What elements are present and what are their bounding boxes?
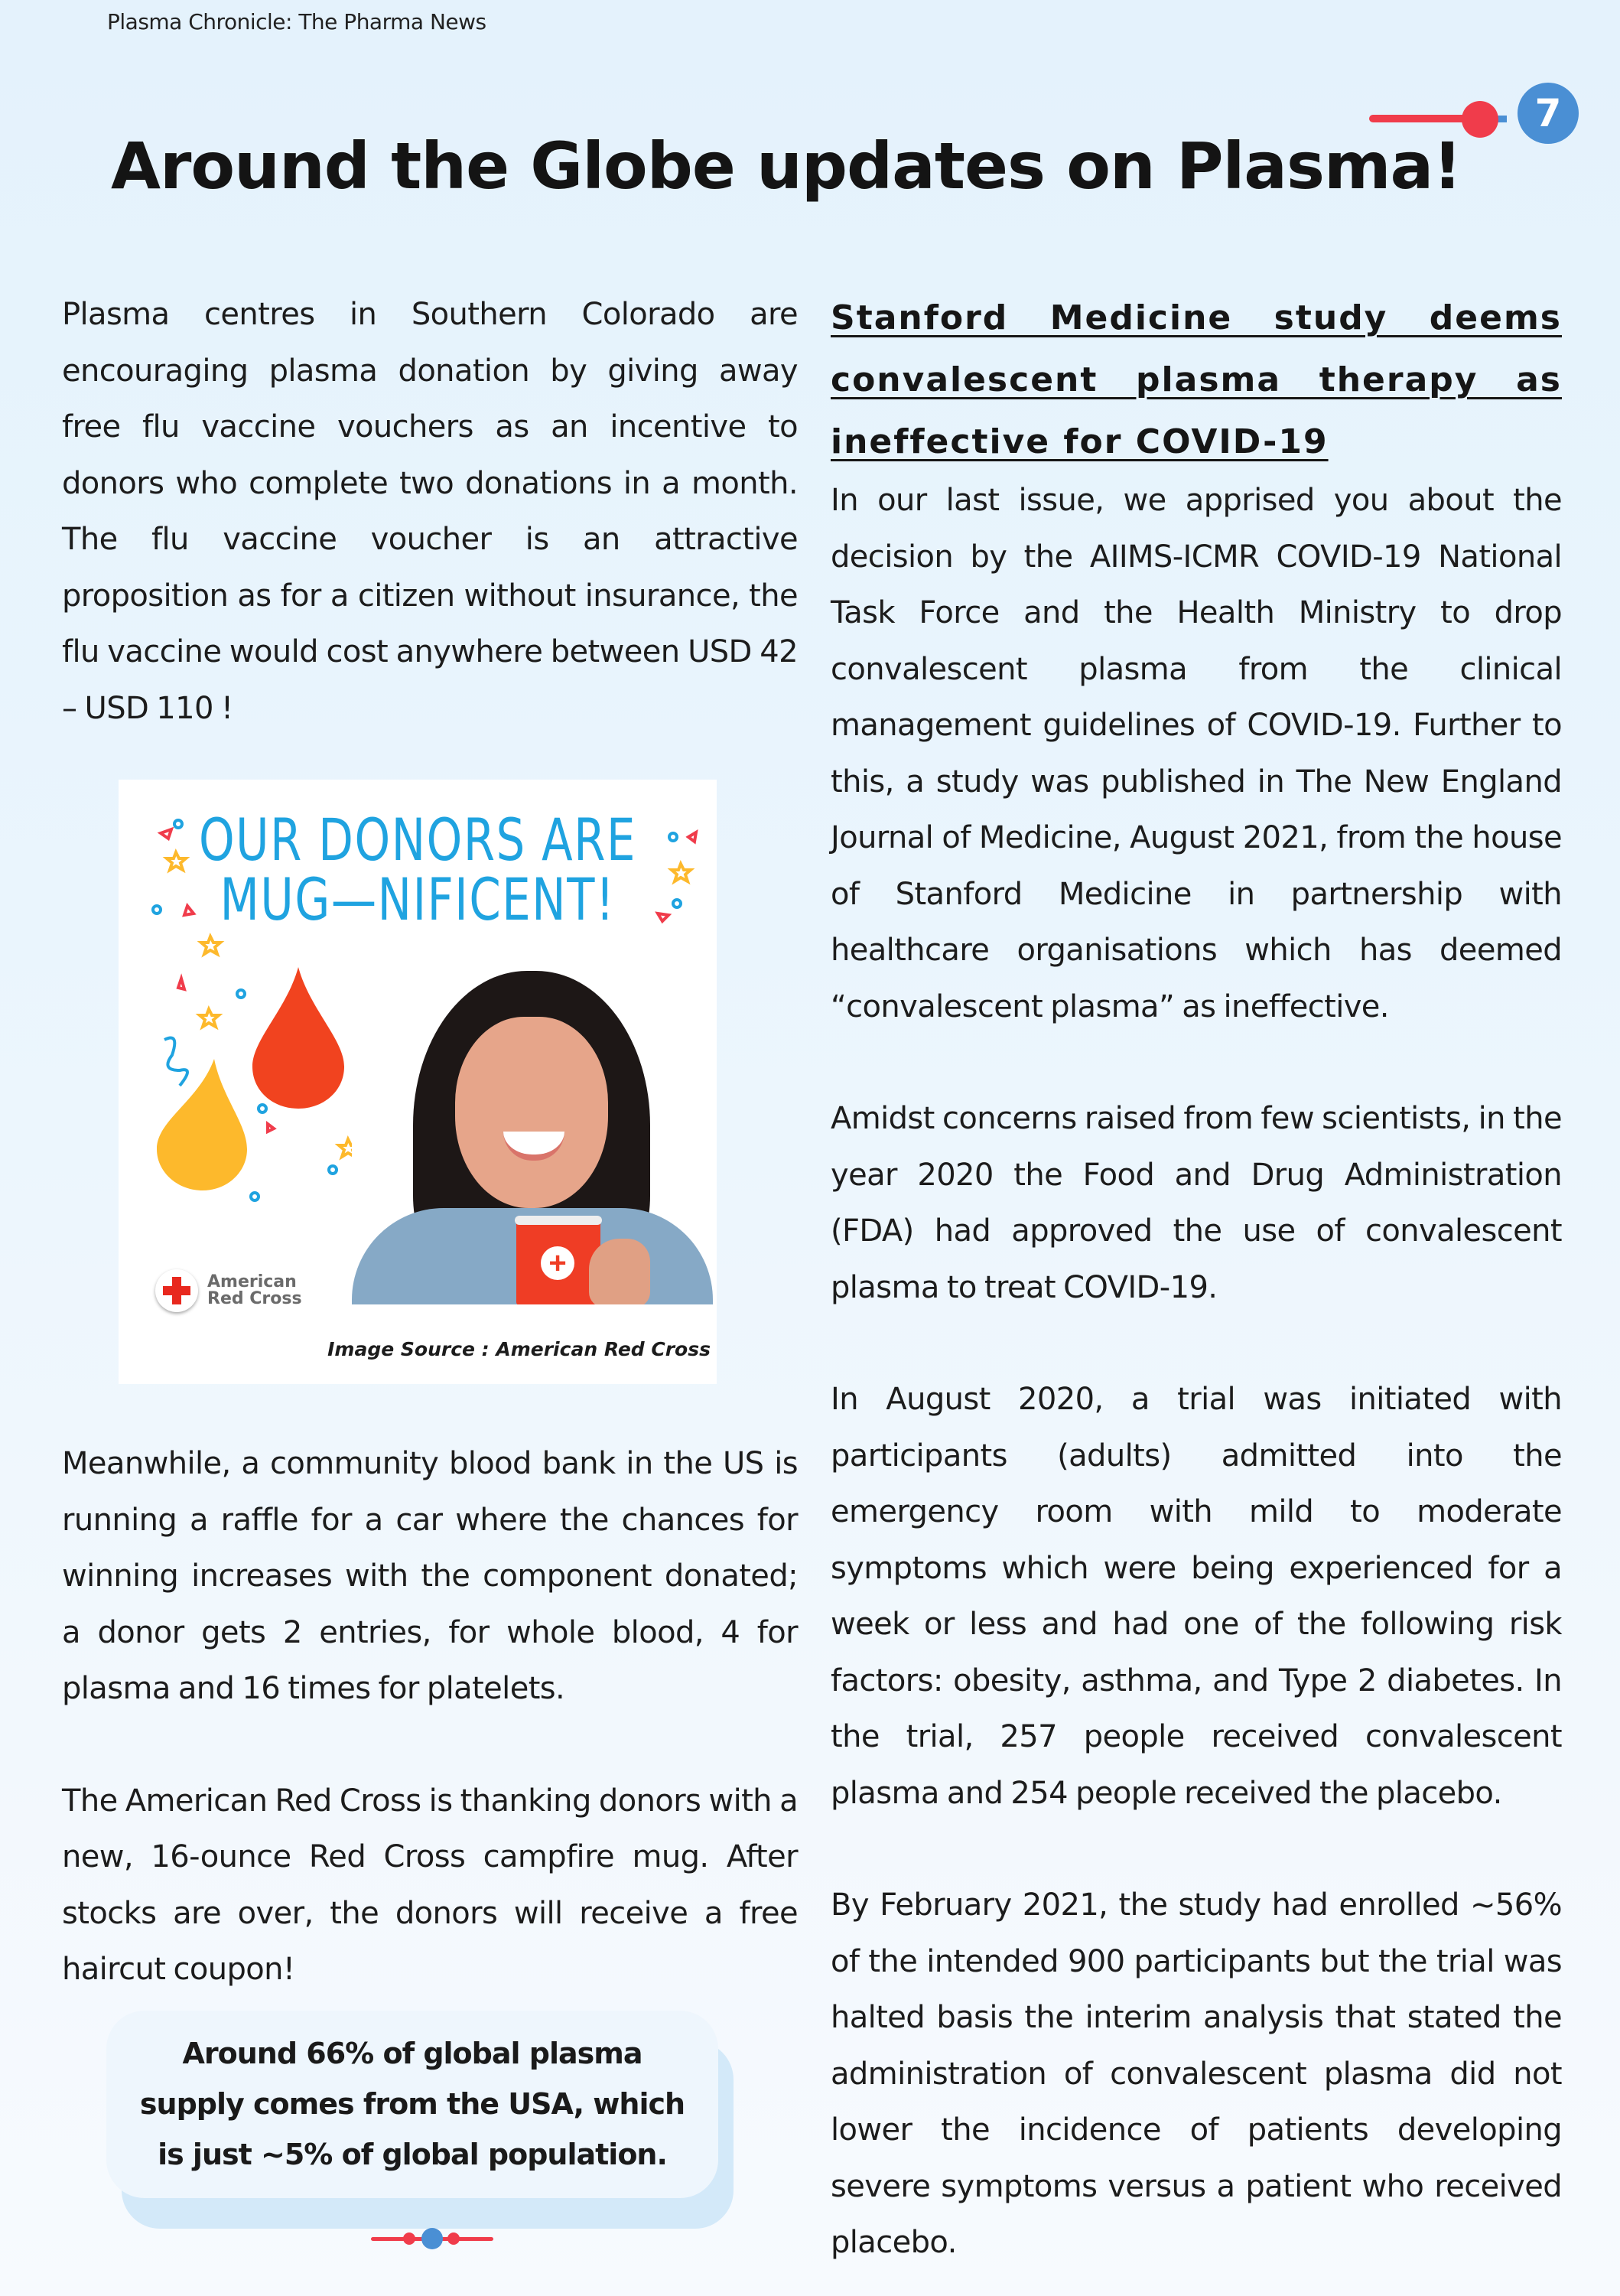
trial-halted-paragraph: By February 2021, the study had enrolled ~56% of the intended 900 participants but the trial was halted basis the interim analysis that stated the administration of convalescent plasma did not lower the incidence of patients developing severe symptoms versus a patient who received placebo. bbox=[831, 1887, 1562, 2260]
right-column bbox=[831, 287, 1562, 2272]
logo-text bbox=[207, 1274, 302, 1308]
page-number: 7 bbox=[1518, 83, 1579, 144]
raffle-paragraph: Meanwhile, a community blood bank in the US is running a raffle for a car where the chances for winning increases with the component donated; a donor gets 2 entries, for whole blood, 4 for plasma and 16 times for platelets. bbox=[62, 1446, 798, 1706]
logo-line-2: Red Cross bbox=[207, 1289, 302, 1308]
running-head: Plasma Chronicle: The Pharma News bbox=[107, 9, 486, 34]
mug-rim bbox=[515, 1216, 602, 1225]
red-cross-icon bbox=[155, 1269, 198, 1312]
section-divider bbox=[371, 2223, 493, 2254]
colorado-vouchers-paragraph: Plasma centres in Southern Colorado are encouraging plasma donation by giving away free flu vaccine vouchers as an incentive to donors who complete two donations in a month. The flu vaccine voucher is an attractive proposition as for a citizen without insurance, the flu vaccine would cost anywhere between USD 42 – USD 110 ! bbox=[62, 297, 798, 726]
page-title: Around the Globe updates on Plasma! bbox=[111, 129, 1462, 204]
red-cross-mug-image bbox=[119, 780, 717, 1384]
image-source-caption: Image Source : American Red Cross bbox=[327, 1338, 711, 1360]
divider-dot-center bbox=[421, 2228, 443, 2249]
mug-cross-icon: + bbox=[541, 1246, 574, 1280]
logo-line-1: American bbox=[207, 1272, 297, 1291]
photo-face bbox=[455, 1017, 608, 1208]
callout-box bbox=[106, 2011, 718, 2198]
american-red-cross-logo bbox=[155, 1269, 302, 1312]
left-column bbox=[62, 287, 798, 2229]
photo-hand bbox=[589, 1239, 650, 1304]
trial-paragraph: In August 2020, a trial was initiated with participants (adults) admitted into the emergency room with mild to moderate symptoms which were being experienced for a week or less and had one of the following risk factors: obesity, asthma, and Type 2 diabetes. In the trial, 257 people received convalescent plasma and 254 people received the placebo. bbox=[831, 1382, 1562, 1811]
stanford-headline: Stanford Medicine study deems convalescent plasma therapy as ineffective for COVID-19 bbox=[831, 298, 1562, 461]
campfire-mug-paragraph: The American Red Cross is thanking donors with a new, 16-ounce Red Cross campfire mug. After stocks are over, the donors will receive a free haircut coupon! bbox=[62, 1783, 798, 1987]
divider-dot-left bbox=[403, 2232, 415, 2245]
fda-approval-paragraph: Amidst concerns raised from few scientists, in the year 2020 the Food and Drug Administration (FDA) had approved the use of convalescent plasma to treat COVID-19. bbox=[831, 1101, 1562, 1305]
figure-title-line-1: OUR DONORS ARE bbox=[198, 806, 637, 874]
donor-photo bbox=[352, 956, 713, 1304]
divider-dot-right bbox=[447, 2232, 460, 2245]
plasma-supply-callout bbox=[106, 2011, 734, 2229]
stanford-intro-paragraph: In our last issue, we apprised you about the decision by the AIIMS-ICMR COVID-19 National Task Force and the Health Ministry to drop convalescent plasma from the clinical management guidelines of COVID-19. Further to this, a study was published in The New England Journal of Medicine, August 2021, from the house of Stanford Medicine in partnership with healthcare organisations which has deemed “convalescent plasma” as ineffective. bbox=[831, 483, 1562, 1024]
marker-dot bbox=[1462, 101, 1498, 138]
callout-text: Around 66% of global plasma supply comes from the USA, which is just ~5% of global population. bbox=[139, 2037, 685, 2171]
figure-title-line-2: MUG—NIFICENT! bbox=[220, 865, 616, 933]
